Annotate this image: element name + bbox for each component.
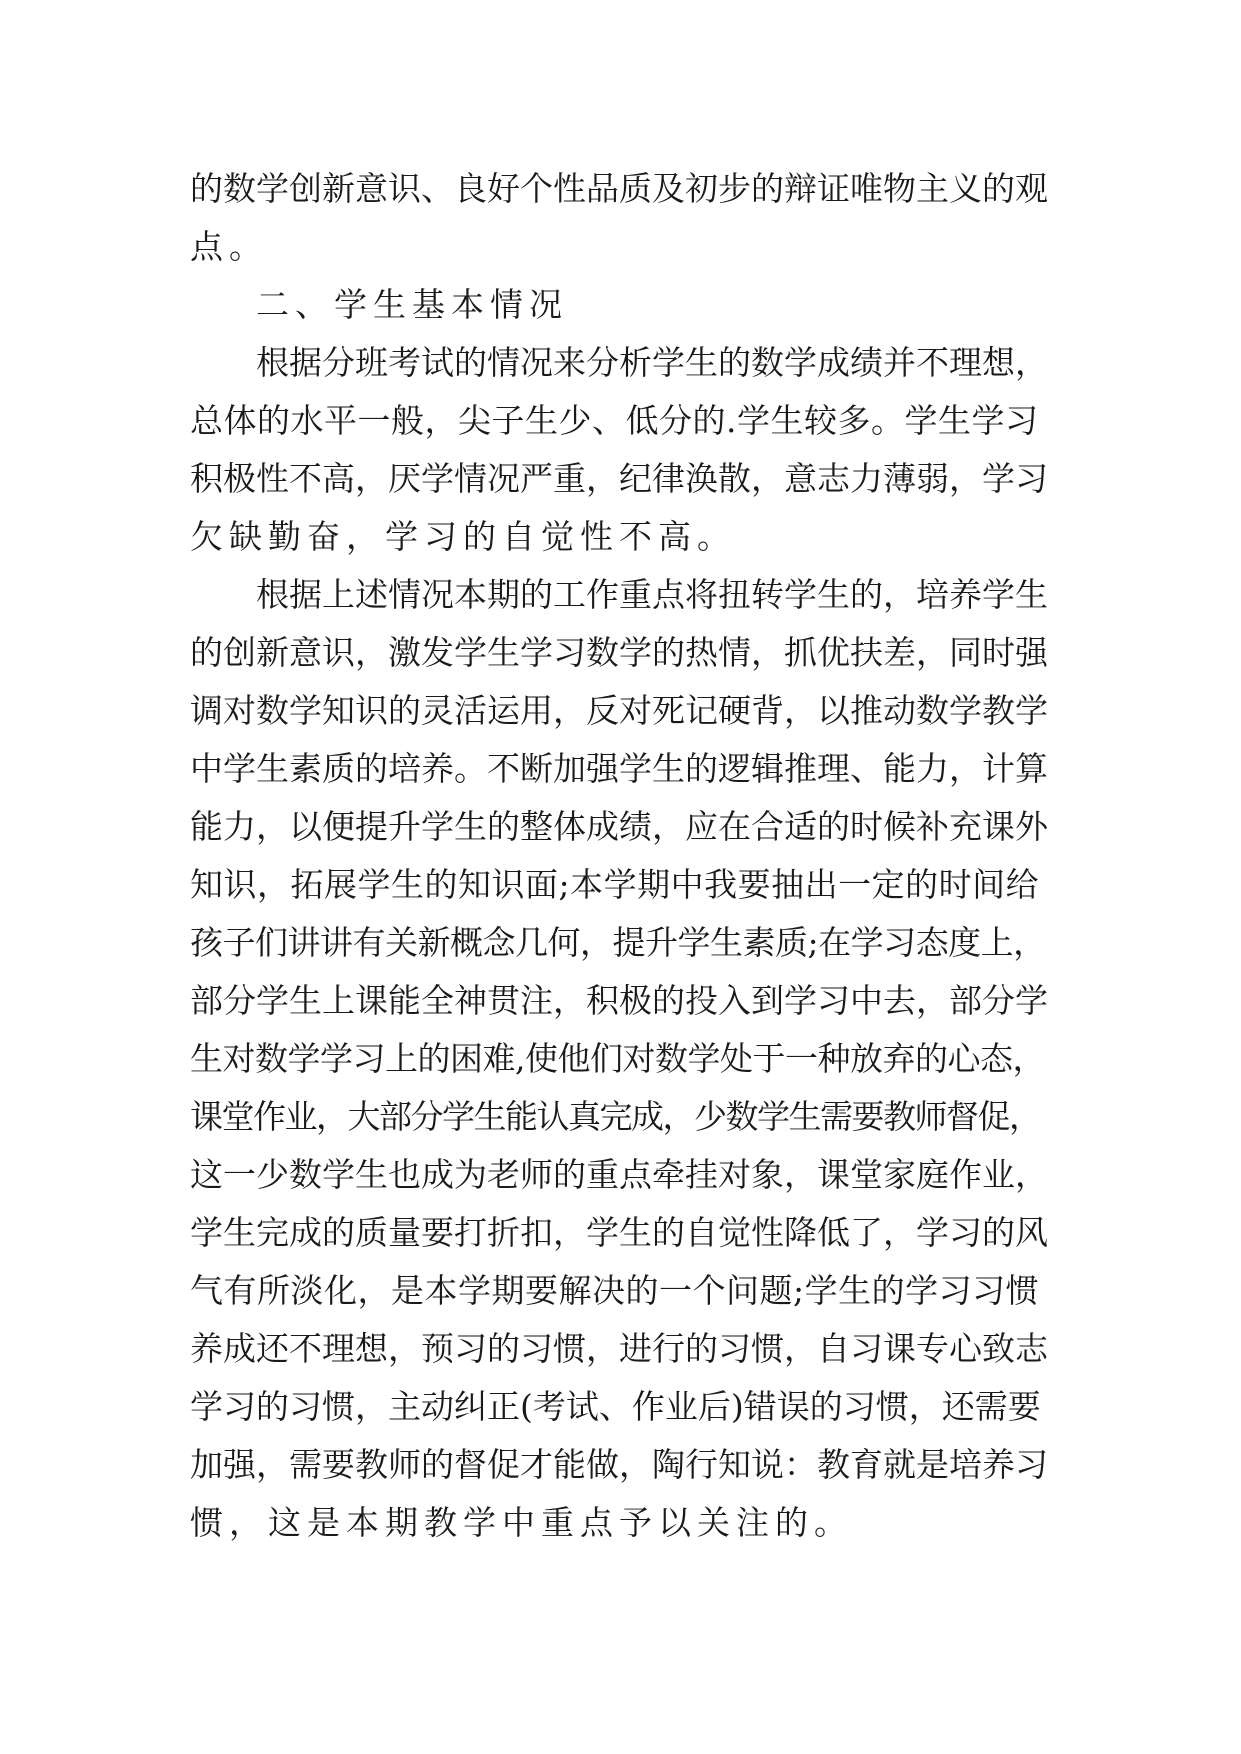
document-body — [190, 160, 1050, 1552]
text-line: 能力，以便提升学生的整体成绩，应在合适的时候补充课外 — [190, 807, 1048, 846]
text-line: 积极性不高，厌学情况严重，纪律涣散，意志力薄弱，学习 — [190, 459, 1048, 498]
text-line: 的创新意识，激发学生学习数学的热情，抓优扶差，同时强 — [190, 633, 1048, 672]
text-line: 课堂作业，大部分学生能认真完成，少数学生需要教师督促， — [190, 1097, 1041, 1136]
text-line: 根据分班考试的情况来分析学生的数学成绩并不理想， — [256, 343, 1048, 382]
text-line: 生对数学学习上的困难,使他们对数学处于一种放弃的心态， — [190, 1039, 1045, 1078]
section-heading: 二、学生基本情况 — [256, 285, 568, 324]
text-line: 根据上述情况本期的工作重点将扭转学生的，培养学生 — [256, 575, 1048, 614]
text-line: 知识，拓展学生的知识面;本学期中我要抽出一定的时间给 — [190, 865, 1040, 904]
text-line: 中学生素质的培养。不断加强学生的逻辑推理、能力，计算 — [190, 749, 1048, 788]
text-line: 调对数学知识的灵活运用，反对死记硬背，以推动数学教学 — [190, 691, 1048, 730]
text-line: 学生完成的质量要打折扣，学生的自觉性降低了，学习的风 — [190, 1213, 1048, 1252]
text-line: 惯，这是本期教学中重点予以关注的。 — [190, 1503, 853, 1542]
text-line: 点。 — [190, 227, 268, 266]
text-line: 的数学创新意识、良好个性品质及初步的辩证唯物主义的观 — [190, 169, 1048, 208]
text-line: 总体的水平一般，尖子生少、低分的.学生较多。学生学习 — [190, 401, 1039, 440]
text-line: 加强，需要教师的督促才能做，陶行知说：教育就是培养习 — [190, 1445, 1048, 1484]
text-line: 欠缺勤奋，学习的自觉性不高。 — [190, 517, 736, 556]
text-line: 部分学生上课能全神贯注，积极的投入到学习中去，部分学 — [190, 981, 1048, 1020]
text-line: 孩子们讲讲有关新概念几何，提升学生素质;在学习态度上， — [190, 923, 1046, 962]
text-line: 这一少数学生也成为老师的重点牵挂对象，课堂家庭作业， — [190, 1155, 1048, 1194]
text-line: 气有所淡化，是本学期要解决的一个问题;学生的学习习惯 — [190, 1271, 1040, 1310]
text-line: 养成还不理想，预习的习惯，进行的习惯，自习课专心致志 — [190, 1329, 1048, 1368]
text-line: 学习的习惯，主动纠正(考试、作业后)错误的习惯，还需要 — [190, 1387, 1041, 1426]
